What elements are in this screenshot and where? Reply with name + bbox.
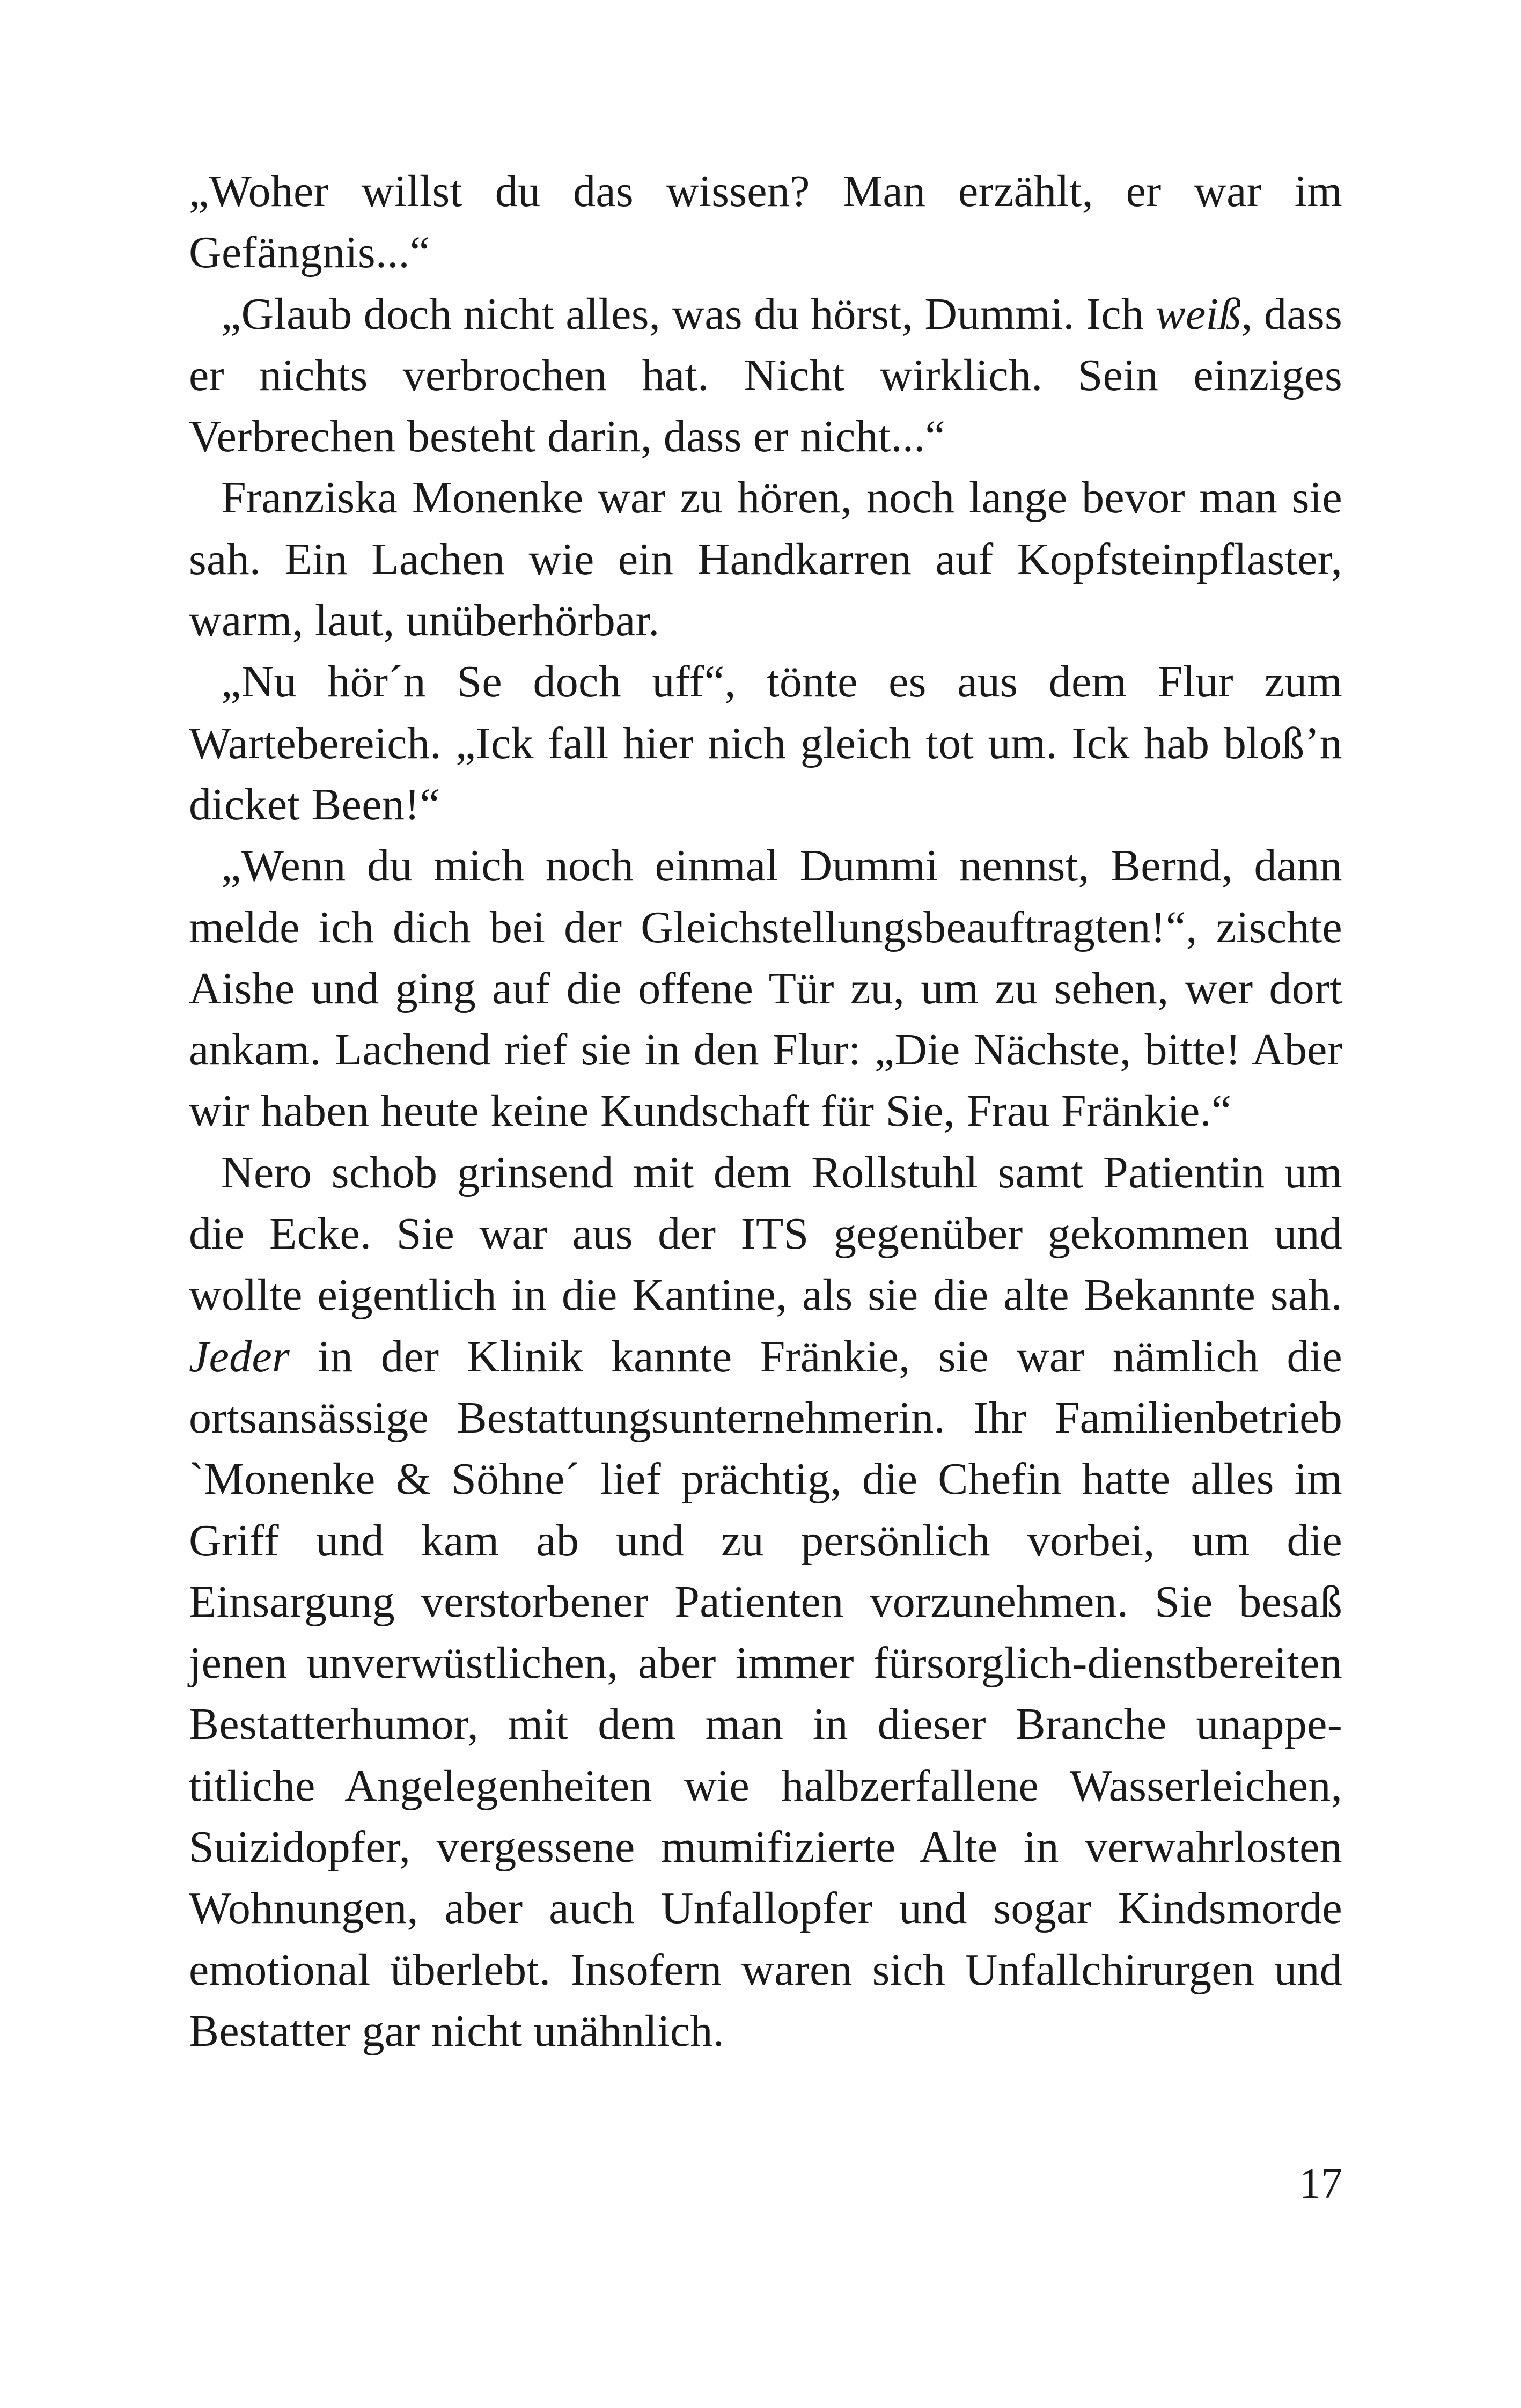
text-line: „Wenn du mich noch einmal Dummi nennst, Bernd, dann — [221, 841, 1342, 891]
paragraph — [189, 835, 1342, 1142]
text-line: `Monenke & Söhne´ lief prächtig, die Chefin hatte alles im — [189, 1454, 1342, 1504]
paragraph — [189, 161, 1342, 284]
text-line: „Woher willst du das wissen? Man erzählt, er war im — [189, 166, 1342, 216]
text-line: ortsansässige Bestattungsunternehmerin. Ihr Familienbetrieb — [189, 1392, 1342, 1443]
text-line: „Glaub doch nicht alles, was du hörst, Dummi. Ich weiß, dass — [221, 289, 1342, 339]
text-line: titliche Angelegenheiten wie halbzerfallene Wasserleichen, — [189, 1760, 1342, 1811]
text-line: sah. Ein Lachen wie ein Handkarren auf Kopfsteinpflaster, — [189, 534, 1342, 584]
text-line: wir haben heute keine Kundschaft für Sie, Frau Fränkie.“ — [189, 1086, 1232, 1136]
paragraph — [189, 651, 1342, 835]
text-line: er nichts verbrochen hat. Nicht wirklich. Sein einziges — [189, 350, 1342, 400]
text-line: Gefängnis...“ — [189, 227, 430, 278]
text-line: Nero schob grinsend mit dem Rollstuhl samt Patientin um — [221, 1147, 1342, 1198]
text-line: wollte eigentlich in die Kantine, als sie die alte Bekannte sah. — [189, 1270, 1342, 1320]
text-line: Bestatterhumor, mit dem man in dieser Branche unappe- — [189, 1699, 1342, 1750]
text-line: Einsargung verstorbener Patienten vorzunehmen. Sie besaß — [189, 1576, 1342, 1627]
text-line: Jeder in der Klinik kannte Fränkie, sie war nämlich die — [189, 1331, 1342, 1382]
text-line: Griff und kam ab und zu persönlich vorbei, um die — [189, 1515, 1342, 1566]
text-line: Aishe und ging auf die offene Tür zu, um zu sehen, wer dort — [189, 963, 1342, 1014]
text-line: dicket Been!“ — [189, 779, 440, 829]
page-number: 17 — [1299, 2160, 1342, 2207]
text-line: emotional überlebt. Insofern waren sich Unfallchirurgen und — [189, 1944, 1342, 1995]
text-line: Bestatter gar nicht unähnlich. — [189, 2006, 725, 2056]
text-line: Franziska Monenke war zu hören, noch lange bevor man sie — [221, 473, 1342, 523]
paragraph — [189, 1142, 1342, 2062]
text-line: ankam. Lachend rief sie in den Flur: „Die Nächste, bitte! Aber — [189, 1025, 1342, 1075]
text-line: Wartebereich. „Ick fall hier nich gleich tot um. Ick hab bloß’n — [189, 718, 1342, 768]
text-line: Wohnungen, aber auch Unfallopfer und sogar Kindsmorde — [189, 1883, 1342, 1934]
paragraph — [189, 284, 1342, 468]
text-line: die Ecke. Sie war aus der ITS gegenüber gekommen und — [189, 1209, 1342, 1259]
text-line: jenen unverwüstlichen, aber immer fürsorglich-dienstbereiten — [189, 1638, 1342, 1688]
text-line: warm, laut, unüberhörbar. — [189, 596, 660, 646]
body-text — [189, 161, 1342, 2062]
text-line: Suizidopfer, vergessene mumifizierte Alte in verwahrlosten — [189, 1822, 1342, 1873]
text-line: Verbrechen besteht darin, dass er nicht...“ — [189, 412, 946, 462]
text-line: melde ich dich bei der Gleichstellungsbeauftragten!“, zischte — [189, 902, 1342, 952]
text-line: „Nu hör´n Se doch uff“, tönte es aus dem Flur zum — [221, 657, 1342, 707]
paragraph — [189, 467, 1342, 651]
